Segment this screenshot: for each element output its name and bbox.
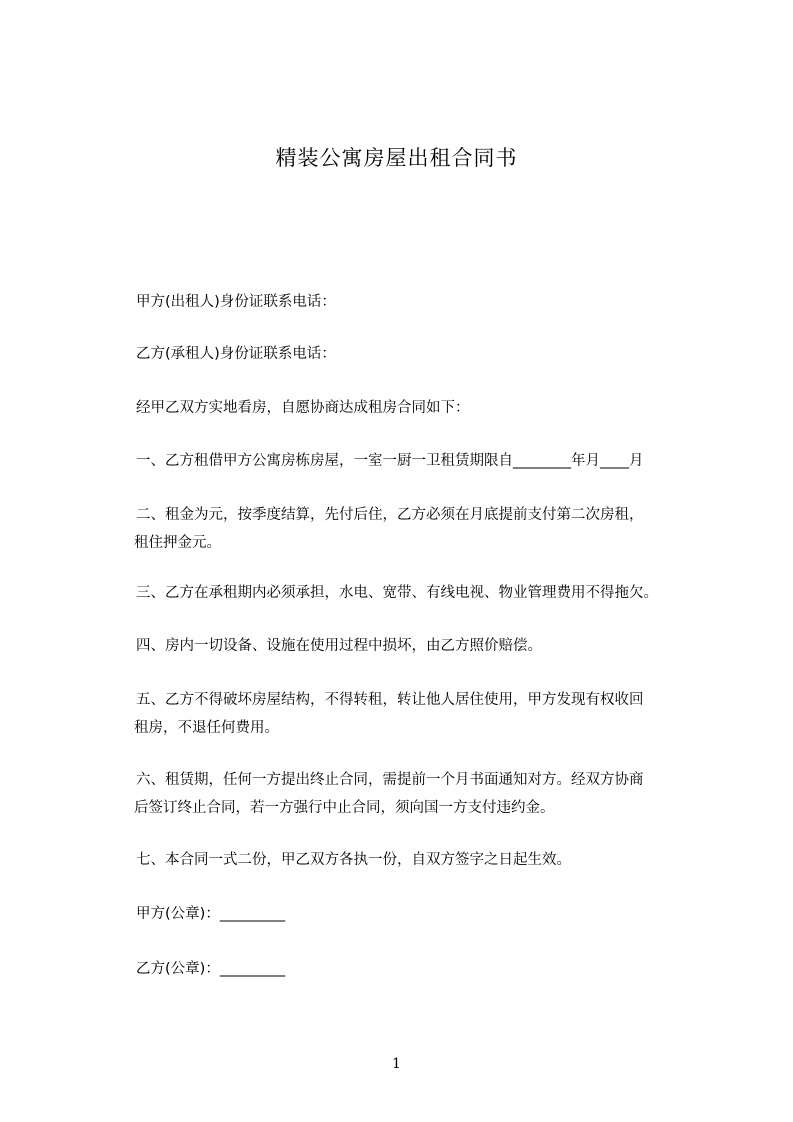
clause-6-line-1: 六、租赁期，任何一方提出终止合同，需提前一个月书面通知对方。经双方协商 [136, 772, 644, 788]
signature-party-a: 甲方(公章)：_________ [136, 906, 286, 922]
intro-line: 经甲乙双方实地看房，自愿协商达成租房合同如下： [136, 400, 470, 416]
clause-3 [136, 579, 706, 607]
clause-1 [136, 447, 706, 475]
clause-4-line-1: 四、房内一切设备、设施在使用过程中损坏，由乙方照价赔偿。 [136, 638, 542, 654]
party-b-line: 乙方(承租人)身份证联系电话： [136, 346, 336, 362]
clause-4 [136, 632, 706, 660]
page-number: 1 [392, 1056, 401, 1072]
clause-2-line-2: 租住押金元。 [134, 535, 221, 551]
clause-5-line-2: 租房，不退任何费用。 [134, 720, 279, 736]
clause-6 [136, 766, 706, 822]
clause-6-line-2: 后签订终止合同，若一方强行中止合同，须向国一方支付违约金。 [134, 800, 555, 816]
clause-2 [136, 501, 706, 557]
clause-7-line-1: 七、本合同一式二份，甲乙双方各执一份，自双方签字之日起生效。 [136, 852, 571, 868]
clause-5 [136, 686, 706, 742]
clause-3-line-1: 三、乙方在承租期内必须承担，水电、宽带、有线电视、物业管理费用不得拖欠。 [136, 585, 658, 601]
party-a-line: 甲方(出租人)身份证联系电话： [136, 294, 336, 310]
signature-party-b: 乙方(公章)：_________ [136, 961, 286, 977]
clause-5-line-1: 五、乙方不得破坏房屋结构，不得转租，转让他人居住使用，甲方发现有权收回 [136, 692, 644, 708]
clause-1-line-1: 一、乙方租借甲方公寓房栋房屋，一室一厨一卫租赁期限自________年月____月 [136, 453, 644, 469]
clause-2-line-1: 二、租金为元，按季度结算，先付后住，乙方必须在月底提前支付第二次房租， [136, 507, 644, 523]
document-title: 精装公寓房屋出租合同书 [275, 146, 518, 170]
clause-7 [136, 846, 706, 874]
